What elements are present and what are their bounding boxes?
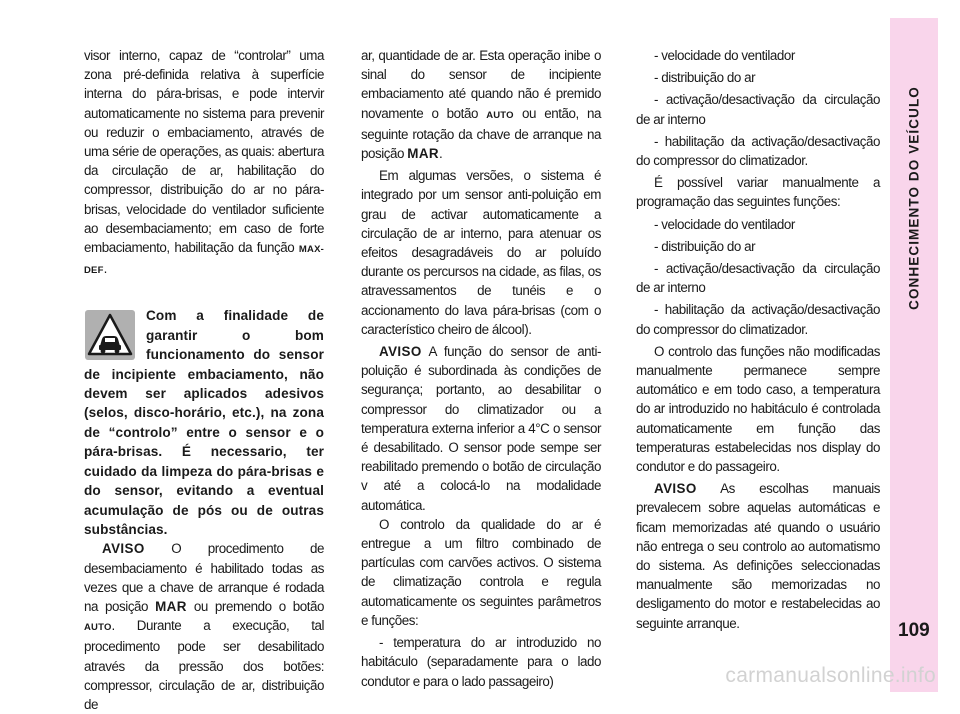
- list-item: - habilitação da activação/desactivação do compressor do climatizador.: [636, 302, 880, 337]
- aviso-paragraph: AVISO O procedimento de desembaciamento é habilitado todas as vezes que a chave de arranque é rodada na posição MAR ou premendo o botão AUTO. Durante a execução, tal procedimento pode ser desabilitado através da pressão dos botões: compressor, circulação de ar, distribuição de: [84, 541, 325, 712]
- list-item: - activação/desactivação da circulação de ar interno: [636, 92, 880, 127]
- list-item: - activação/desactivação da circulação de ar interno: [636, 261, 880, 296]
- aviso-label: AVISO: [379, 344, 422, 360]
- list-item: - velocidade do ventilador: [654, 48, 795, 63]
- watermark: carmanualsonline.info: [725, 664, 936, 687]
- paragraph: O controlo da qualidade do ar é entregue a um filtro combinado de partículas com carvões activos. O sistema de climatização controla e regula automaticamente os seguintes parâmetros e funções:: [361, 516, 601, 628]
- paragraph: É possível variar manualmente a programação das seguintes funções:: [636, 175, 880, 210]
- warning-text: Com a finalidade de garantir o bom funcionamento do sensor de incipiente embaciamento, não devem ser aplicados adesivos (selos, disco-horário, etc.), na zona de “controlo” entre o sensor e o pára-brisas. É necessario, ter cuidado da limpeza do pára-brisas e do sensor, evitando a eventual acumulação de pós ou de outras substâncias.: [84, 308, 324, 537]
- text-column-right: [636, 46, 880, 633]
- paragraph: Em algumas versões, o sistema é integrado por um sensor anti-poluição em grau de activar automaticamente a circulação de ar interno, para atenuar os efeitos desagradáveis do ar poluído durante os percursos na cidade, as filas, os atravessamentos de tunéis e o accionamento do lava pára-brisas (com o característico cheiro de álcool).: [361, 168, 601, 337]
- page-number: 109: [898, 620, 930, 641]
- car-warning-icon: [84, 309, 136, 361]
- aviso-label: AVISO: [102, 541, 145, 557]
- list-item: - temperatura do ar introduzido no habitáculo (separadamente para o lado condutor e para o lado passageiro): [361, 635, 601, 689]
- list-item: - distribuição do ar: [654, 238, 756, 254]
- aviso-label: AVISO: [654, 481, 697, 497]
- paragraph: ar, quantidade de ar. Esta operação inibe o sinal do sensor de incipiente embaciamento até quando não é premido novamente o botão AUTO ou então, na seguinte rotação da chave de arranque na posição MAR.: [361, 48, 601, 162]
- paragraph: visor interno, capaz de “controlar” uma zona pré-definida relativa à superfície interna do pára-brisas, e pode intervir automaticamente no sistema para prevenir ou reduzir o embaciamento, através de uma série de operações, as quais: abertura da circulação de ar, habilitação do compressor, distribuição do ar no pára-brisas, velocidade do ventilador suficiente ao desembaciamento; em caso de forte embaciamento, habilitação da função MAX-DEF.: [84, 48, 324, 277]
- text-column-left: [84, 46, 324, 714]
- paragraph: O controlo das funções não modificadas manualmente permanece sempre automático e em todo caso, a temperatura do ar introduzido no habitáculo é controlada automaticamente em função das temperaturas estabelecidas nos display do condutor e do passageiro.: [636, 343, 880, 475]
- warning-box: [84, 306, 324, 539]
- text-column-middle: [361, 46, 601, 691]
- list-item: - velocidade do ventilador: [654, 216, 795, 232]
- aviso-paragraph: AVISO A função do sensor de anti-poluição é subordinada às condições de segurança; portanto, ao desabilitar o compressor do climatizador ou a temperatura externa inferior a 4°C o sensor é desabilitado. O sensor pode sempe ser reabilitado premendo o botão de circulação v até a colocá-lo na modalidade automática.: [361, 344, 601, 513]
- section-title: CONHECIMENTO DO VEÍCULO: [906, 86, 922, 310]
- list-item: - habilitação da activação/desactivação do compressor do climatizador.: [636, 133, 880, 169]
- list-item: - distribuição do ar: [654, 70, 756, 86]
- aviso-paragraph: AVISO As escolhas manuais prevalecem sobre aquelas automáticas e ficam memorizadas até quando o usuário não entrega o seu controlo ao automatismo do sistema. As definições seleccionadas manualmente são memorizadas no desligamento do motor e restabelecidas ao seguinte arranque.: [636, 481, 880, 631]
